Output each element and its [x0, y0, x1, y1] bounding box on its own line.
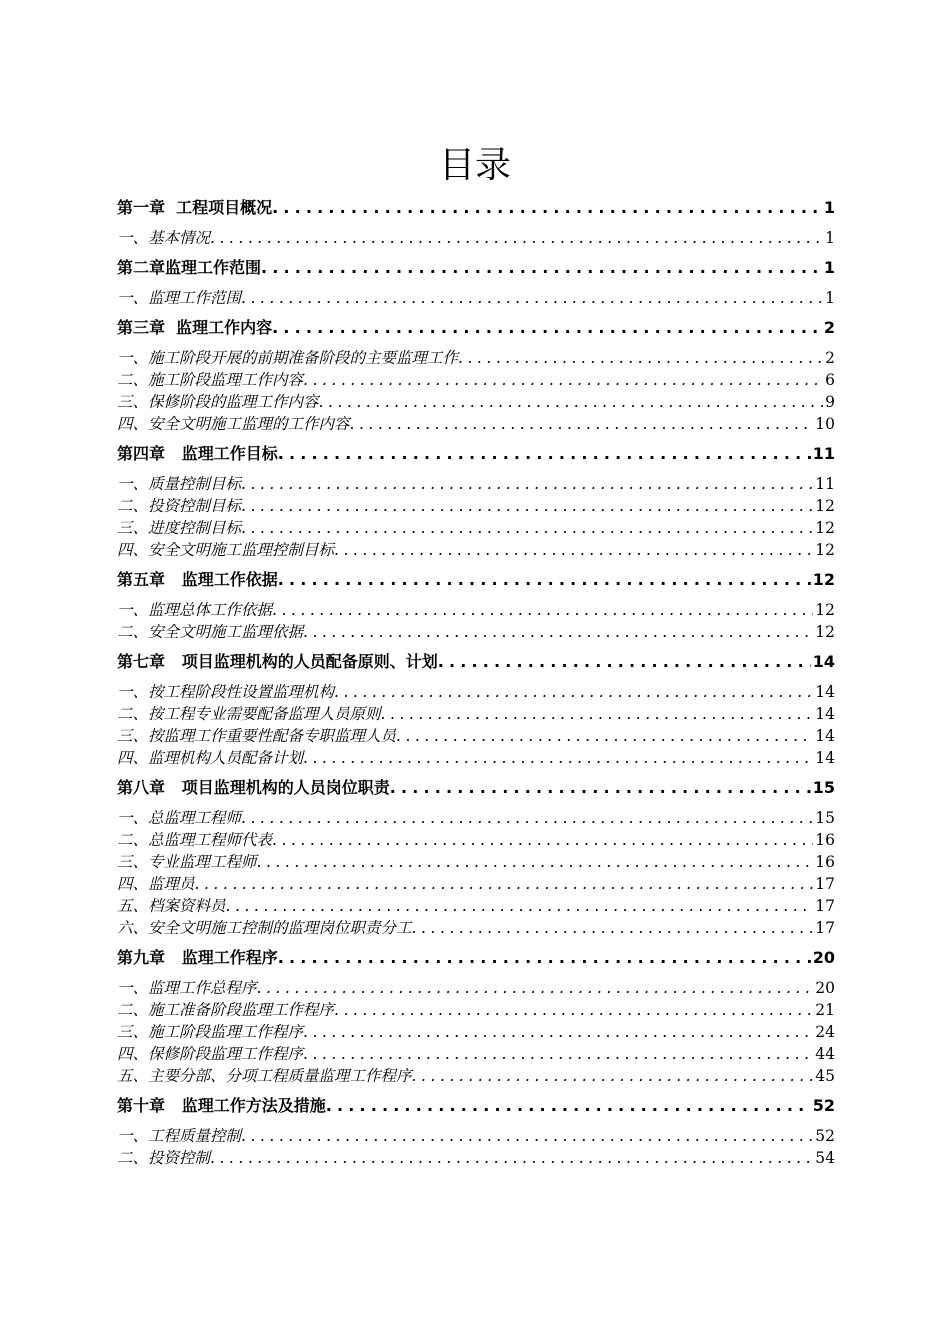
- toc-chapter-entry[interactable]: [117, 946, 835, 970]
- toc-entry-label: 四、安全文明施工监理控制目标: [117, 541, 335, 559]
- toc-entry-label: 一、监理总体工作依据: [117, 601, 273, 619]
- toc-section-entry[interactable]: [117, 495, 835, 517]
- toc-entry-label: 二、投资控制: [117, 1149, 211, 1167]
- toc-entry-label: 第二章监理工作范围: [117, 258, 262, 277]
- toc-section-entry[interactable]: [117, 473, 835, 495]
- dot-leader: [278, 946, 811, 970]
- toc-entry-label: 三、专业监理工程师: [117, 853, 257, 871]
- toc-page-number: 12: [815, 541, 835, 559]
- toc-entry-label: 三、施工阶段监理工作程序: [117, 1023, 304, 1041]
- toc-section-entry[interactable]: [117, 1043, 835, 1065]
- toc-entry-label: 第八章 项目监理机构的人员岗位职责: [117, 778, 390, 797]
- toc-entry-label: 第十章 监理工作方法及措施: [117, 1096, 326, 1115]
- toc-page-number: 2: [823, 318, 835, 337]
- dot-leader: [241, 517, 813, 539]
- toc-section-entry[interactable]: [117, 287, 835, 309]
- toc-page-number: 16: [815, 853, 835, 871]
- dot-leader: [226, 895, 814, 917]
- toc-section-entry[interactable]: [117, 895, 835, 917]
- toc-entry-label: 二、施工阶段监理工作内容: [117, 371, 304, 389]
- toc-section-entry[interactable]: [117, 873, 835, 895]
- toc-entry-label: 六、安全文明施工控制的监理岗位职责分工: [117, 919, 412, 937]
- dot-leader: [272, 316, 822, 340]
- toc-page-number: 1: [825, 289, 835, 307]
- dot-leader: [381, 703, 814, 725]
- toc-entry-label: 一、监理工作总程序: [117, 979, 257, 997]
- toc-chapter-entry[interactable]: [117, 316, 835, 340]
- toc-entry-label: 五、主要分部、分项工程质量监理工作程序: [117, 1067, 412, 1085]
- toc-page-number: 14: [815, 683, 835, 701]
- dot-leader: [241, 495, 813, 517]
- dot-leader: [303, 1043, 813, 1065]
- toc-entry-label: 三、进度控制目标: [117, 519, 242, 537]
- toc-entry-label: 四、监理机构人员配备计划: [117, 749, 304, 767]
- dot-leader: [412, 1065, 814, 1087]
- toc-page-number: 21: [815, 1001, 835, 1019]
- toc-page-number: 17: [815, 919, 835, 937]
- dot-leader: [319, 391, 824, 413]
- toc-page-number: 1: [825, 229, 835, 247]
- dot-leader: [334, 681, 813, 703]
- toc-page-number: 20: [812, 948, 835, 967]
- toc-page-number: 11: [812, 444, 835, 463]
- toc-entry-label: 一、基本情况: [117, 229, 211, 247]
- toc-page-number: 14: [812, 652, 835, 671]
- toc-chapter-entry[interactable]: [117, 650, 835, 674]
- toc-section-entry[interactable]: [117, 621, 835, 643]
- toc-section-entry[interactable]: [117, 747, 835, 769]
- toc-page-number: 54: [815, 1149, 835, 1167]
- toc-entry-label: 第九章 监理工作程序: [117, 948, 278, 967]
- dot-leader: [257, 851, 814, 873]
- dot-leader: [303, 1021, 813, 1043]
- toc-section-entry[interactable]: [117, 369, 835, 391]
- toc-section-entry[interactable]: [117, 539, 835, 561]
- dot-leader: [210, 1147, 813, 1169]
- dot-leader: [278, 442, 811, 466]
- toc-entry-label: 一、监理工作范围: [117, 289, 242, 307]
- toc-section-entry[interactable]: [117, 1065, 835, 1087]
- toc-entry-label: 一、按工程阶段性设置监理机构: [117, 683, 335, 701]
- toc-entry-label: 四、监理员: [117, 875, 195, 893]
- dot-leader: [458, 347, 823, 369]
- toc-page-number: 45: [815, 1067, 835, 1085]
- toc-page-number: 24: [815, 1023, 835, 1041]
- toc-page-number: 20: [815, 979, 835, 997]
- toc-entry-label: 一、质量控制目标: [117, 475, 242, 493]
- toc-chapter-entry[interactable]: [117, 568, 835, 592]
- toc-section-entry[interactable]: [117, 1147, 835, 1169]
- toc-section-entry[interactable]: [117, 999, 835, 1021]
- toc-page-number: 15: [812, 778, 835, 797]
- toc-entry-label: 第七章 项目监理机构的人员配备原则、计划: [117, 652, 438, 671]
- toc-chapter-entry[interactable]: [117, 442, 835, 466]
- dot-leader: [257, 977, 814, 999]
- toc-entry-label: 二、总监理工程师代表: [117, 831, 273, 849]
- toc-page-number: 6: [825, 371, 835, 389]
- toc-section-entry[interactable]: [117, 413, 835, 435]
- dot-leader: [272, 829, 813, 851]
- toc-entry-label: 二、施工准备阶段监理工作程序: [117, 1001, 335, 1019]
- toc-page-number: 12: [815, 497, 835, 515]
- toc-entry-label: 五、档案资料员: [117, 897, 226, 915]
- dot-leader: [303, 621, 813, 643]
- dot-leader: [195, 873, 814, 895]
- toc-page-number: 1: [823, 198, 835, 217]
- toc-page-number: 52: [815, 1127, 835, 1145]
- toc-page-number: 12: [815, 601, 835, 619]
- dot-leader: [241, 1125, 813, 1147]
- toc-entry-label: 第一章 工程项目概况: [117, 198, 273, 217]
- dot-leader: [210, 227, 823, 249]
- toc-entry-label: 一、施工阶段开展的前期准备阶段的主要监理工作: [117, 349, 459, 367]
- toc-section-entry[interactable]: [117, 681, 835, 703]
- dot-leader: [272, 599, 813, 621]
- dot-leader: [396, 725, 813, 747]
- toc-chapter-entry[interactable]: [117, 776, 835, 800]
- dot-leader: [412, 917, 814, 939]
- toc-entry-label: 一、总监理工程师: [117, 809, 242, 827]
- toc-section-entry[interactable]: [117, 703, 835, 725]
- toc-page-number: 14: [815, 727, 835, 745]
- toc-page-number: 52: [812, 1096, 835, 1115]
- toc-section-entry[interactable]: [117, 599, 835, 621]
- dot-leader: [326, 1094, 811, 1118]
- dot-leader: [334, 539, 813, 561]
- toc-page-number: 14: [815, 705, 835, 723]
- toc-entry-label: 第五章 监理工作依据: [117, 570, 278, 589]
- toc-entry-label: 四、保修阶段监理工作程序: [117, 1045, 304, 1063]
- toc-entry-label: 二、按工程专业需要配备监理人员原则: [117, 705, 381, 723]
- dot-leader: [241, 287, 823, 309]
- toc-page-number: 1: [823, 258, 835, 277]
- table-of-contents: [117, 196, 835, 1169]
- toc-page-number: 17: [815, 897, 835, 915]
- toc-entry-label: 二、投资控制目标: [117, 497, 242, 515]
- toc-entry-label: 第三章 监理工作内容: [117, 318, 273, 337]
- toc-section-entry[interactable]: [117, 725, 835, 747]
- toc-entry-label: 三、按监理工作重要性配备专职监理人员: [117, 727, 397, 745]
- toc-section-entry[interactable]: [117, 917, 835, 939]
- dot-leader: [261, 256, 822, 280]
- toc-entry-label: 四、安全文明施工监理的工作内容: [117, 415, 350, 433]
- toc-section-entry[interactable]: [117, 829, 835, 851]
- dot-leader: [334, 999, 813, 1021]
- toc-section-entry[interactable]: [117, 851, 835, 873]
- toc-page-number: 17: [815, 875, 835, 893]
- toc-page-number: 15: [815, 809, 835, 827]
- dot-leader: [303, 747, 813, 769]
- toc-section-entry[interactable]: [117, 807, 835, 829]
- toc-page-number: 14: [815, 749, 835, 767]
- toc-page-number: 9: [825, 393, 835, 411]
- dot-leader: [241, 807, 813, 829]
- dot-leader: [303, 369, 823, 391]
- toc-section-entry[interactable]: [117, 977, 835, 999]
- dot-leader: [390, 776, 811, 800]
- toc-section-entry[interactable]: [117, 227, 835, 249]
- toc-chapter-entry[interactable]: [117, 196, 835, 220]
- toc-section-entry[interactable]: [117, 1021, 835, 1043]
- toc-entry-label: 第四章 监理工作目标: [117, 444, 278, 463]
- toc-page-number: 12: [815, 519, 835, 537]
- toc-page-number: 12: [812, 570, 835, 589]
- page-title: 目录: [438, 145, 511, 186]
- dot-leader: [438, 650, 811, 674]
- toc-chapter-entry[interactable]: [117, 1094, 835, 1118]
- toc-section-entry[interactable]: [117, 347, 835, 369]
- toc-page-number: 44: [815, 1045, 835, 1063]
- dot-leader: [350, 413, 814, 435]
- toc-entry-label: 二、安全文明施工监理依据: [117, 623, 304, 641]
- dot-leader: [241, 473, 813, 495]
- toc-section-entry[interactable]: [117, 391, 835, 413]
- dot-leader: [272, 196, 822, 220]
- toc-page-number: 2: [825, 349, 835, 367]
- dot-leader: [278, 568, 811, 592]
- toc-section-entry[interactable]: [117, 1125, 835, 1147]
- toc-section-entry[interactable]: [117, 517, 835, 539]
- toc-entry-label: 一、工程质量控制: [117, 1127, 242, 1145]
- toc-page-number: 12: [815, 623, 835, 641]
- toc-page-number: 10: [815, 415, 835, 433]
- toc-page-number: 16: [815, 831, 835, 849]
- toc-entry-label: 三、保修阶段的监理工作内容: [117, 393, 319, 411]
- toc-chapter-entry[interactable]: [117, 256, 835, 280]
- toc-page-number: 11: [815, 475, 835, 493]
